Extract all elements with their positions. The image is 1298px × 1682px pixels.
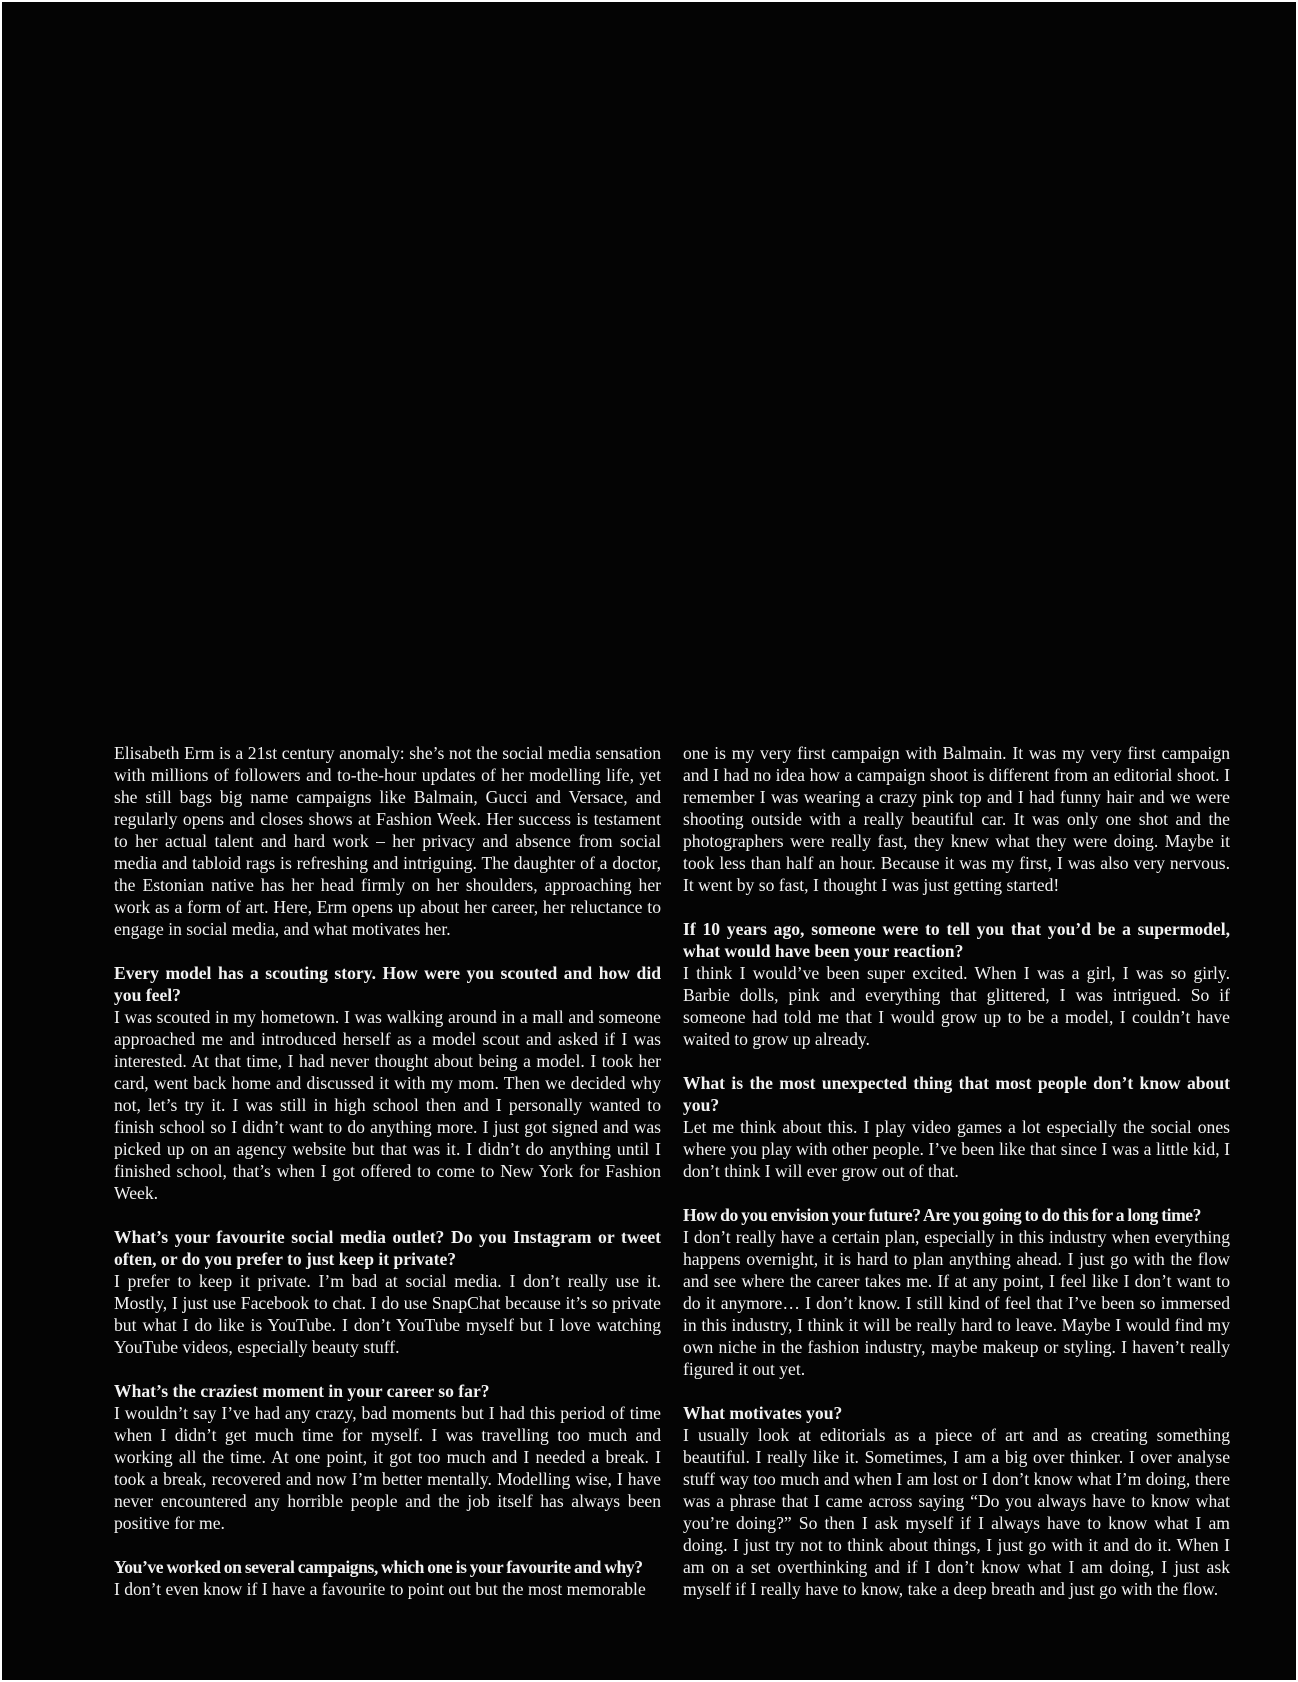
- question: How do you envision your future? Are you going to do this for a long time?: [683, 1205, 1201, 1225]
- answer: Let me think about this. I play video games a lot especially the social ones where you play with other people. I’ve been like that since I was a little kid, I don’t think I will ever grow out of that.: [683, 1117, 1230, 1181]
- answer: I wouldn’t say I’ve had any crazy, bad moments but I had this period of time when I didn’t get much time for myself. I was travelling too much and working all the time. At one point, it got too much and I needed a break. I took a break, recovered and now I’m better mentally. Modelling wise, I have never encountered any horrible people and the job itself has always been positive for me.: [114, 1403, 661, 1533]
- question: If 10 years ago, someone were to tell you that you’d be a supermodel, what would have been your reaction?: [683, 919, 1230, 961]
- answer-continued: one is my very first campaign with Balmain. It was my very first campaign and I had no idea how a campaign shoot is different from an editorial shoot. I remember I was wearing a crazy pink top and I had funny hair and we were shooting outside with a really beautiful car. It was only one shot and the photographers were really fast, they knew what they were doing. Maybe it took less than half an hour. Because it was my first, I was also very nervous. It went by so fast, I thought I was just getting started!: [683, 743, 1230, 895]
- article-intro: Elisabeth Erm is a 21st century anomaly: she’s not the social media sensation with millions of followers and to-the-hour updates of her modelling life, yet she still bags big name campaigns like Balmain, Gucci and Versace, and regularly opens and closes shows at Fashion Week. Her success is testament to her actual talent and hard work – her privacy and absence from social media and tabloid rags is refreshing and intriguing. The daughter of a doctor, the Estonian native has her head firmly on her shoulders, approaching her work as a form of art. Here, Erm opens up about her career, her reluctance to engage in social media, and what motivates her.: [114, 743, 661, 939]
- answer: I don’t really have a certain plan, especially in this industry when everything happens overnight, it is hard to plan anything ahead. I just go with the flow and see where the career takes me. If at any point, I feel like I don’t want to do it anymore… I don’t know. I still kind of feel that I’ve been so immersed in this industry, I think it will be really hard to leave. Maybe I would find my own niche in the fashion industry, maybe makeup or styling. I haven’t really figured it out yet.: [683, 1227, 1230, 1379]
- answer: I prefer to keep it private. I’m bad at social media. I don’t really use it. Mostly, I just use Facebook to chat. I do use SnapChat because it’s so private but what I do like is YouTube. I don’t YouTube myself but I love watching YouTube videos, especially beauty stuff.: [114, 1271, 661, 1357]
- qa-block-favourite-campaign: [114, 1556, 661, 1600]
- answer: I was scouted in my hometown. I was walking around in a mall and someone approached me and introduced herself as a model scout and asked if I was interested. At that time, I had never thought about being a model. I took her card, went back home and discussed it with my mom. Then we decided why not, let’s try it. I was still in high school then and I personally wanted to finish school so I didn’t want to do anything more. I just got signed and was picked up on an agency website but that was it. I didn’t do anything until I finished school, that’s when I got offered to come to New York for Fashion Week.: [114, 1007, 661, 1203]
- qa-block-future: [683, 1204, 1230, 1380]
- question: Every model has a scouting story. How were you scouted and how did you feel?: [114, 963, 661, 1005]
- answer: I usually look at editorials as a piece of art and as creating something beautiful. I really like it. Sometimes, I am a big over thinker. I over analyse stuff way too much and when I am lost or I don’t know what I’m doing, there was a phrase that I came across saying “Do you always have to know what you’re doing?” So then I ask myself if I always have to know what I am doing. I just try not to think about things, I just go with it and do it. When I am on a set overthinking and if I don’t know what I am doing, I just ask myself if I really have to know, take a deep breath and just go with the flow.: [683, 1425, 1230, 1599]
- page-background: [2, 2, 1296, 1680]
- qa-block-social-media: [114, 1226, 661, 1358]
- question: You’ve worked on several campaigns, which one is your favourite and why?: [114, 1557, 643, 1577]
- qa-block-reaction: [683, 918, 1230, 1050]
- qa-block-scouting: [114, 962, 661, 1204]
- qa-block-motivation: [683, 1402, 1230, 1600]
- question: What motivates you?: [683, 1403, 843, 1423]
- article-column-right: [683, 742, 1230, 1622]
- answer: I think I would’ve been super excited. When I was a girl, I was so girly. Barbie dolls, pink and everything that glittered, I was intrigued. So if someone had told me that I would grow up to be a model, I couldn’t have waited to grow up already.: [683, 963, 1230, 1049]
- article-column-left: [114, 742, 661, 1622]
- question: What’s your favourite social media outlet? Do you Instagram or tweet often, or do you prefer to just keep it private?: [114, 1227, 661, 1269]
- question: What’s the craziest moment in your career so far?: [114, 1381, 490, 1401]
- answer-part-1: I don’t even know if I have a favourite to point out but the most memorable: [114, 1579, 646, 1599]
- qa-block-craziest-moment: [114, 1380, 661, 1534]
- qa-block-unexpected: [683, 1072, 1230, 1182]
- question: What is the most unexpected thing that most people don’t know about you?: [683, 1073, 1230, 1115]
